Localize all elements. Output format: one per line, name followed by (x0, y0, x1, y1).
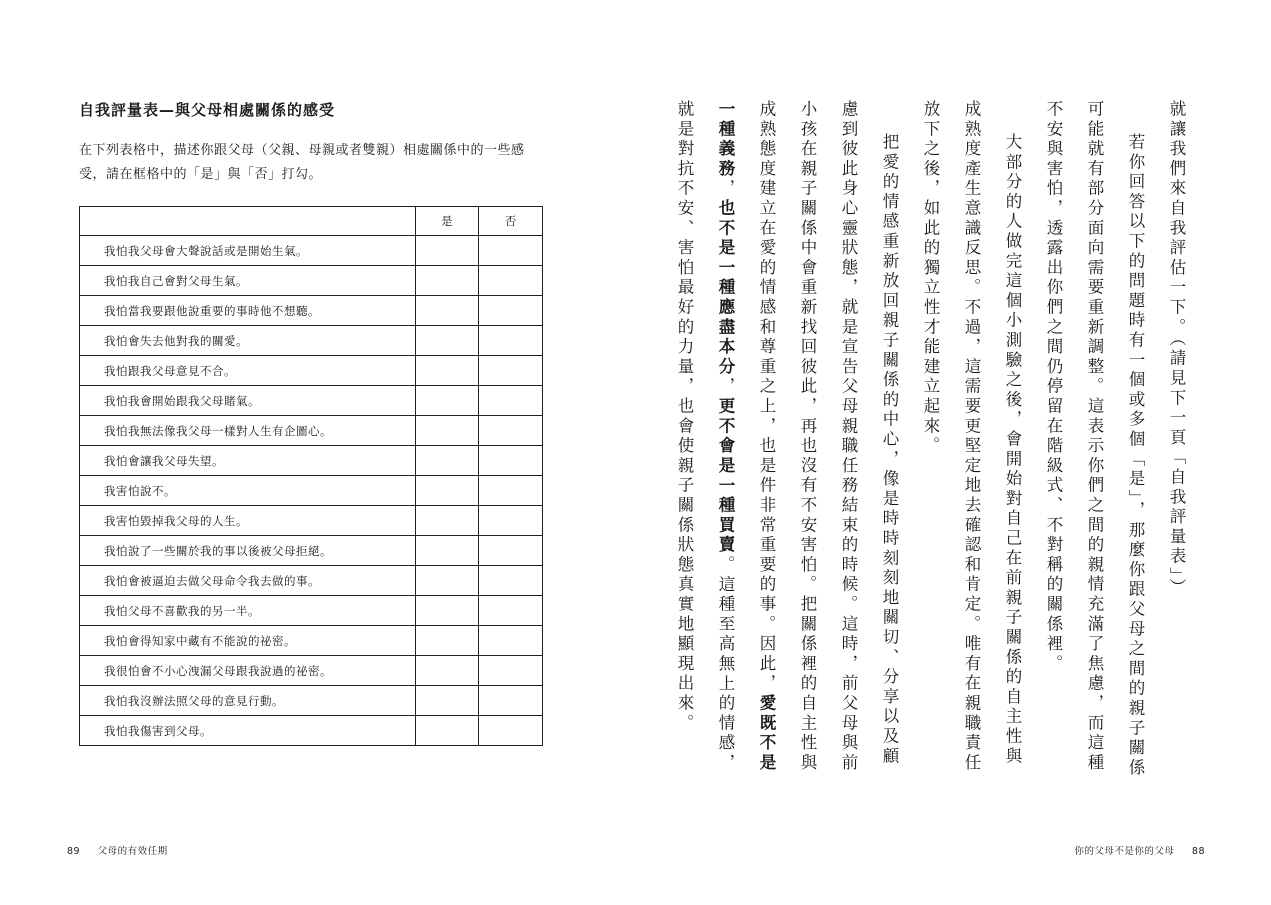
table-row (80, 476, 543, 506)
paragraph-4-text-e: 。這種至高無上的情感，就是對抗不安、害怕最好的力量，也會使親子關係狀態真實地顯現出來。 (675, 100, 735, 774)
question-cell: 我怕我會開始跟我父母賭氣。 (80, 386, 416, 416)
table-row (80, 296, 543, 326)
paragraph-4-comma-1: ， (716, 179, 735, 200)
no-checkbox-cell[interactable] (479, 686, 543, 716)
assessment-table (79, 206, 543, 746)
question-cell: 我怕會得知家中藏有不能說的祕密。 (80, 626, 416, 656)
table-row (80, 236, 543, 266)
emphasis-trade: 更不會是一種買賣 (716, 397, 735, 556)
yes-checkbox-cell[interactable] (415, 446, 479, 476)
question-cell: 我怕我無法像我父母一樣對人生有企圖心。 (80, 416, 416, 446)
paragraph-4-text-a: 把愛的情感重新放回親子關係的中心，像是時時刻刻地關切、分享以及顧慮到彼此身心靈狀態，就是宣告父母親職任務結束的時候。這時，前父母與前小孩在親子關係中會重新找回彼此，再也沒有不安害怕。把關係裡的自主性與成熟態度建立在愛的情感和尊重之上，也是件非常重要的事。因此， (757, 100, 899, 774)
running-title: 你的父母不是你的父母 (1074, 846, 1175, 857)
self-assessment-title: 自我評量表—與父母相處關係的感受 (79, 101, 336, 119)
vertical-body-text (675, 100, 1197, 780)
question-cell: 我怕我傷害到父母。 (80, 716, 416, 746)
no-checkbox-cell[interactable] (479, 506, 543, 536)
table-row (80, 326, 543, 356)
table-row (80, 356, 543, 386)
no-checkbox-cell[interactable] (479, 236, 543, 266)
table-row (80, 566, 543, 596)
table-row (80, 686, 543, 716)
right-page (636, 0, 1271, 905)
yes-checkbox-cell[interactable] (415, 236, 479, 266)
emphasis-obligation: 也不是一種應盡本分 (716, 199, 735, 378)
paragraph-3: 大部分的人做完這個小測驗之後，會開始對自己在前親子關係的自主性與成熟度產生意識反思。不過，這需要更堅定地去確認和肯定。唯有在親職責任放下之後，如此的獨立性才能建立起來。 (921, 100, 1022, 774)
question-cell: 我怕我自己會對父母生氣。 (80, 266, 416, 296)
table-row (80, 716, 543, 746)
yes-checkbox-cell[interactable] (415, 386, 479, 416)
question-cell: 我怕會讓我父母失望。 (80, 446, 416, 476)
yes-checkbox-cell[interactable] (415, 596, 479, 626)
page-number: 88 (1191, 846, 1205, 857)
question-cell: 我怕說了一些關於我的事以後被父母拒絕。 (80, 536, 416, 566)
no-checkbox-cell[interactable] (479, 416, 543, 446)
table-row (80, 656, 543, 686)
page-number: 89 (67, 846, 81, 857)
paragraph-4 (664, 100, 910, 780)
table-row (80, 596, 543, 626)
question-cell: 我怕我父母會大聲說話或是開始生氣。 (80, 236, 416, 266)
table-row (80, 386, 543, 416)
yes-checkbox-cell[interactable] (415, 416, 479, 446)
yes-checkbox-cell[interactable] (415, 716, 479, 746)
table-row (80, 446, 543, 476)
no-checkbox-cell[interactable] (479, 266, 543, 296)
question-cell: 我很怕會不小心洩漏父母跟我說過的祕密。 (80, 656, 416, 686)
yes-checkbox-cell[interactable] (415, 476, 479, 506)
question-cell: 我怕會被逼迫去做父母命令我去做的事。 (80, 566, 416, 596)
question-cell: 我害怕毀掉我父母的人生。 (80, 506, 416, 536)
question-cell: 我怕我沒辦法照父母的意見行動。 (80, 686, 416, 716)
question-cell: 我害怕說不。 (80, 476, 416, 506)
question-cell: 我怕會失去他對我的關愛。 (80, 326, 416, 356)
no-checkbox-cell[interactable] (479, 296, 543, 326)
no-checkbox-cell[interactable] (479, 386, 543, 416)
question-cell: 我怕跟我父母意見不合。 (80, 356, 416, 386)
no-checkbox-cell[interactable] (479, 476, 543, 506)
no-checkbox-cell[interactable] (479, 326, 543, 356)
table-row (80, 266, 543, 296)
emphasis-duty: 愛既不是一種義務 (716, 100, 776, 774)
no-checkbox-cell[interactable] (479, 716, 543, 746)
header-no: 否 (479, 207, 543, 236)
table-row (80, 626, 543, 656)
table-row (80, 506, 543, 536)
yes-checkbox-cell[interactable] (415, 266, 479, 296)
footer-right (1074, 843, 1205, 857)
yes-checkbox-cell[interactable] (415, 566, 479, 596)
question-cell: 我怕父母不喜歡我的另一半。 (80, 596, 416, 626)
yes-checkbox-cell[interactable] (415, 626, 479, 656)
no-checkbox-cell[interactable] (479, 356, 543, 386)
footer-left (67, 843, 168, 857)
header-yes: 是 (415, 207, 479, 236)
yes-checkbox-cell[interactable] (415, 296, 479, 326)
table-row (80, 416, 543, 446)
paragraph-4-comma-2: ， (716, 377, 735, 398)
no-checkbox-cell[interactable] (479, 536, 543, 566)
no-checkbox-cell[interactable] (479, 656, 543, 686)
paragraph-2: 若你回答以下的問題時有一個或多個「是」，那麼你跟父母之間的親子關係可能就有部分面向需要重新調整。這表示你們之間的親情充滿了焦慮，而這種不安與害怕，透露出你們之間仍停留在階級式、不對稱的關係裡。 (1044, 100, 1145, 779)
no-checkbox-cell[interactable] (479, 446, 543, 476)
running-title: 父母的有效任期 (97, 846, 168, 857)
no-checkbox-cell[interactable] (479, 566, 543, 596)
instructions-text: 在下列表格中，描述你跟父母（父親、母親或者雙親）相處關係中的一些感受，請在框格中的「是」與「否」打勾。 (79, 143, 525, 182)
yes-checkbox-cell[interactable] (415, 506, 479, 536)
paragraph-1: 就讓我們來自我評估一下。（請見下一頁「自我評量表」） (1167, 100, 1186, 599)
header-question (80, 207, 416, 236)
no-checkbox-cell[interactable] (479, 626, 543, 656)
yes-checkbox-cell[interactable] (415, 656, 479, 686)
table-header-row (80, 207, 543, 236)
yes-checkbox-cell[interactable] (415, 356, 479, 386)
no-checkbox-cell[interactable] (479, 596, 543, 626)
table-row (80, 536, 543, 566)
question-cell: 我怕當我要跟他說重要的事時他不想聽。 (80, 296, 416, 326)
yes-checkbox-cell[interactable] (415, 686, 479, 716)
yes-checkbox-cell[interactable] (415, 326, 479, 356)
yes-checkbox-cell[interactable] (415, 536, 479, 566)
